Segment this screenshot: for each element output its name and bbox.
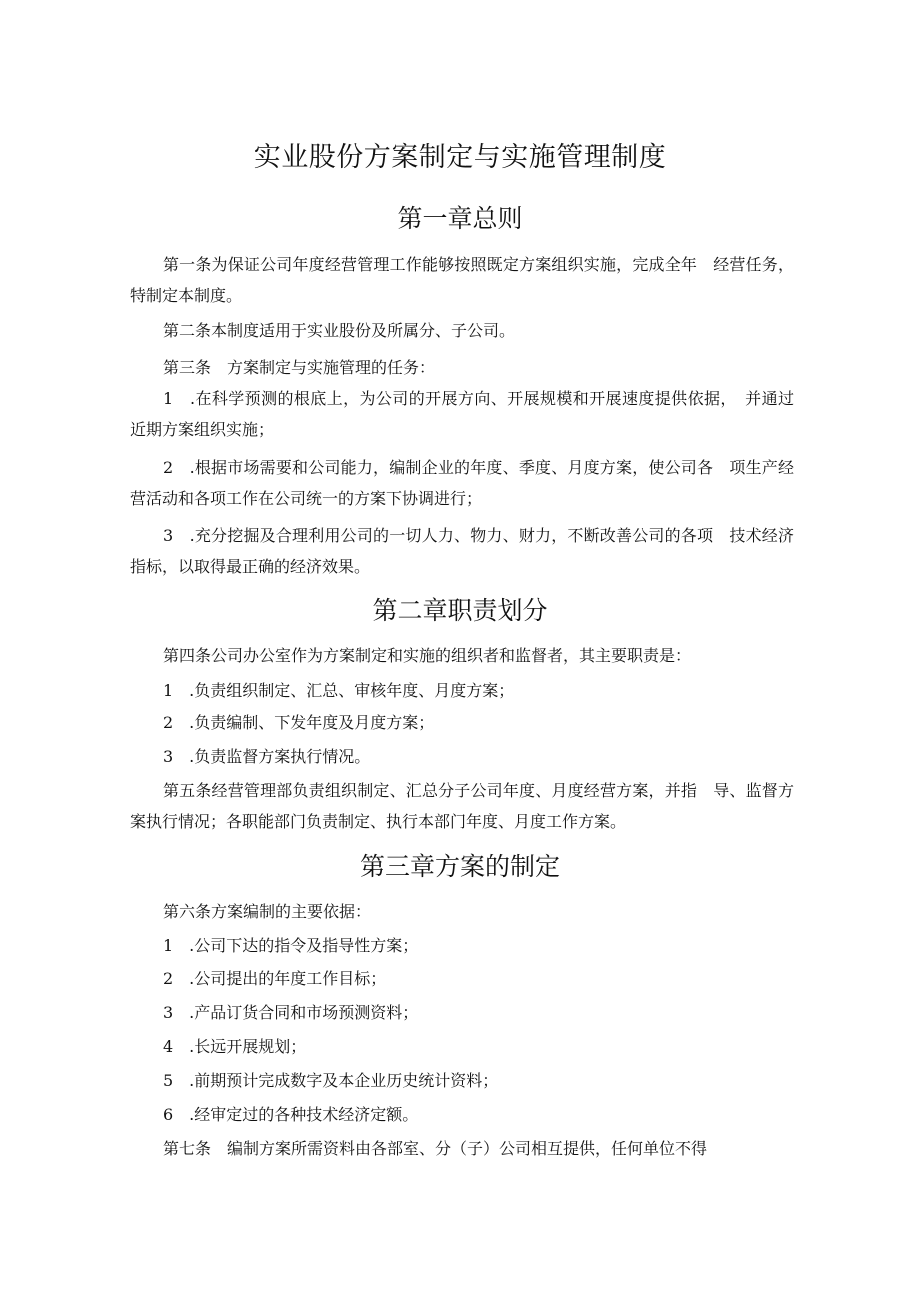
paragraph-article-4: 第四条公司办公室作为方案制定和实施的组织者和监督者，其主要职责是： <box>163 646 692 665</box>
chapter-heading-2: 第二章职责划分 <box>372 596 548 625</box>
paragraph-item-3-6: 6 .经审定过的各种技术经济定额。 <box>163 1105 419 1124</box>
paragraph-item-2-2: 2 .负责编制、下发年度及月度方案； <box>163 713 435 732</box>
paragraph-article-2: 第二条本制度适用于实业股份及所属分、子公司。 <box>163 321 516 340</box>
paragraph-item-1-3: 3 .充分挖掘及合理利用公司的一切人力、物力、财力，不断改善公司的各项 技术经济指标，以取得最正确的经济效果。 <box>130 526 794 576</box>
document-title: 实业股份方案制定与实施管理制度 <box>253 142 667 173</box>
paragraph-article-1: 第一条为保证公司年度经营管理工作能够按照既定方案组织实施，完成全年 经营任务，特制定本制度。 <box>130 255 794 305</box>
paragraph-article-5: 第五条经营管理部负责组织制定、汇总分子公司年度、月度经营方案，并指 导、监督方案执行情况；各职能部门负责制定、执行本部门年度、月度工作方案。 <box>130 781 794 831</box>
paragraph-article-7: 第七条 编制方案所需资料由各部室、分（子）公司相互提供，任何单位不得 <box>163 1139 708 1158</box>
paragraph-item-1-2: 2 .根据市场需要和公司能力，编制企业的年度、季度、月度方案，使公司各 项生产经营活动和各项工作在公司统一的方案下协调进行； <box>130 458 794 508</box>
paragraph-article-3: 第三条 方案制定与实施管理的任务： <box>163 358 436 377</box>
paragraph-item-2-3: 3 .负责监督方案执行情况。 <box>163 747 371 766</box>
paragraph-item-3-1: 1 .公司下达的指令及指导性方案； <box>163 936 419 955</box>
paragraph-article-6: 第六条方案编制的主要依据： <box>163 902 372 921</box>
paragraph-item-3-2: 2 .公司提出的年度工作目标； <box>163 969 387 988</box>
chapter-heading-3: 第三章方案的制定 <box>359 852 560 881</box>
paragraph-item-3-5: 5 .前期预计完成数字及本企业历史统计资料； <box>163 1071 499 1090</box>
paragraph-item-3-4: 4 .长远开展规划； <box>163 1037 307 1056</box>
paragraph-item-2-1: 1 .负责组织制定、汇总、审核年度、月度方案； <box>163 681 515 700</box>
paragraph-item-1-1: 1 .在科学预测的根底上，为公司的开展方向、开展规模和开展速度提供依据， 并通过近期方案组织实施； <box>130 389 794 439</box>
paragraph-item-3-3: 3 .产品订货合同和市场预测资料； <box>163 1003 419 1022</box>
chapter-heading-1: 第一章总则 <box>397 204 523 233</box>
